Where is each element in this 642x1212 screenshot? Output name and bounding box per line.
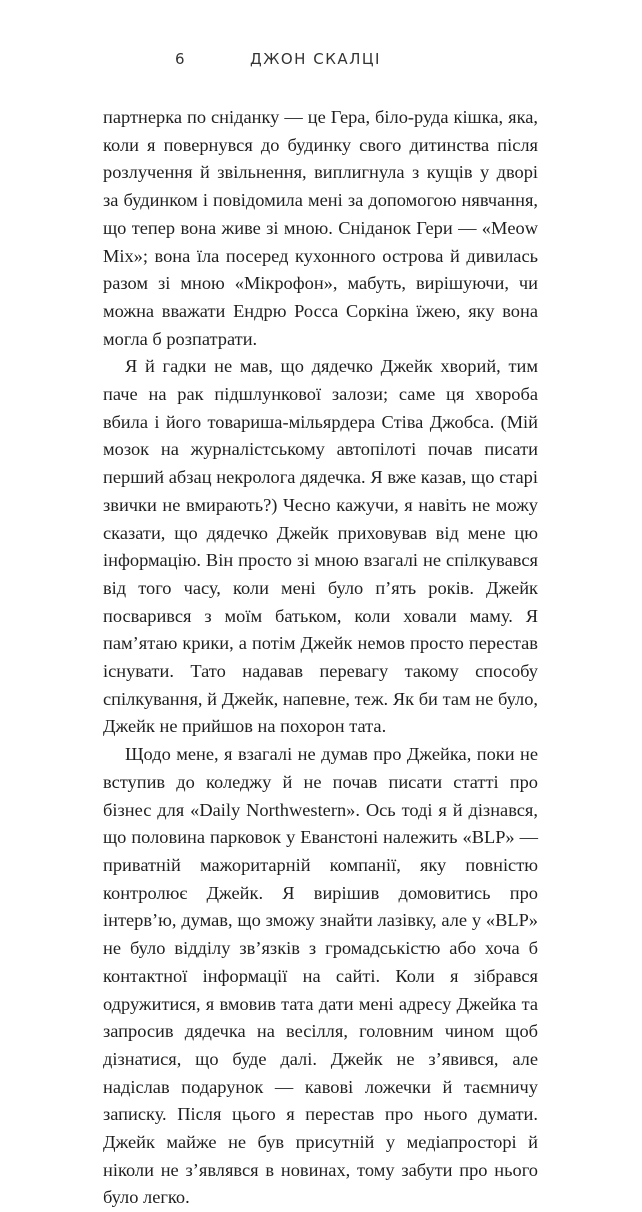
page-header: [0, 50, 642, 74]
paragraph-1: партнерка по сніданку — це Гера, біло-руда кішка, яка, коли я повернувся до будинку свого дитинства після розлучення й звільнення, виплигнула з кущів у дворі за будинком і повідомила мені за допомогою нявчання, що тепер вона живе зі мною. Сніданок Гери — «Meow Mix»; вона їла посеред кухонного острова й дивилась разом зі мною «Мікрофон», мабуть, вирішуючи, чи можна вважати Ендрю Росса Соркіна їжею, яку вона могла б розпатрати.: [103, 107, 538, 349]
paragraph-3: Щодо мене, я взагалі не думав про Джейка, поки не вступив до коледжу й не почав писати статті про бізнес для «Daily Northwestern». Ось тоді я й дізнався, що половина парковок у Еванстоні належить «BLP» — приватній мажоритарній компанії, яку повністю контролює Джейк. Я вирішив домовитись про інтерв’ю, думав, що зможу знайти лазівку, але у «BLP» не було відділу зв’язків з громадськістю або хоча б контактної інформації на сайті. Коли я зібрався одружитися, я вмовив тата дати мені адресу Джейка та запросив дядечка на весілля, головним чином щоб дізнатися, що буде далі. Джейк не з’явився, але надіслав подарунок — кавові ложечки й таємничу записку. Після цього я перестав про нього думати. Джейк майже не був присутній у медіапросторі й ніколи не з’являвся в новинах, тому забути про нього було легко.: [103, 744, 538, 1208]
page-number: 6: [175, 50, 187, 68]
running-title: ДЖОН СКАЛЦІ: [250, 50, 381, 68]
body-text: [103, 104, 538, 1212]
paragraph-2: Я й гадки не мав, що дядечко Джейк хворий, тим паче на рак підшлункової залози; саме ця хвороба вбила і його товариша-мільярдера Стіва Джобса. (Мій мозок на журналістському автопілоті почав писати перший абзац некролога дядечка. Я вже казав, що старі звички не вмирають?) Чесно кажучи, я навіть не можу сказати, що дядечко Джейк приховував від мене цю інформацію. Він просто зі мною взагалі не спілкувався від того часу, коли мені було п’ять років. Джейк посварився з моїм батьком, коли ховали маму. Я пам’ятаю крики, а потім Джейк немов просто перестав існувати. Тато надавав перевагу такому способу спілкування, й Джейк, напевне, теж. Як би там не було, Джейк не прийшов на похорон тата.: [103, 356, 538, 737]
